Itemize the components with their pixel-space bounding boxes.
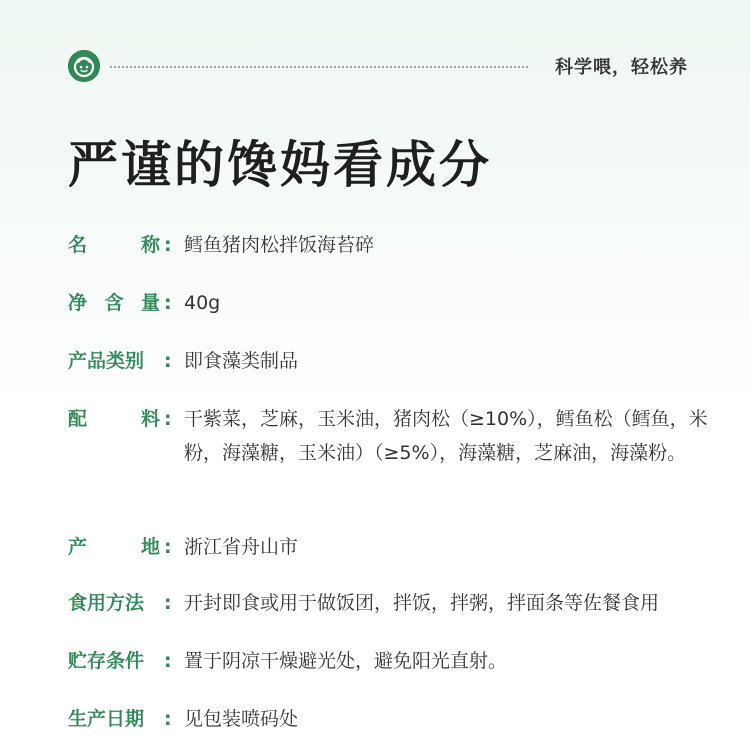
label-char: 称 [140, 234, 160, 256]
info-label-origin [68, 532, 160, 562]
label-colon: : [164, 536, 172, 558]
info-value-name: 鳕鱼猪肉松拌饭海苔碎 [184, 234, 375, 256]
label-char: 名 [68, 234, 88, 256]
label-char: 含 [104, 292, 124, 314]
label-colon: : [164, 650, 172, 672]
info-value-production-date: 见包装喷码处 [184, 708, 299, 730]
page-title: 严谨的馋妈看成分 [68, 136, 492, 194]
label-char: 净 [68, 292, 88, 314]
label-colon: : [164, 234, 172, 256]
info-label-storage: 贮存条件 [68, 650, 145, 672]
info-label-production-date: 生产日期 [68, 708, 145, 730]
top-bar [68, 48, 688, 84]
label-colon: : [164, 350, 172, 372]
brand-logo-icon [68, 50, 100, 82]
info-label-ingredients [68, 404, 160, 434]
info-label-net-content [68, 288, 160, 318]
dotted-divider [110, 66, 528, 68]
label-colon: : [164, 408, 172, 430]
info-label-category: 产品类别 [68, 350, 145, 372]
info-value-origin: 浙江省舟山市 [184, 536, 299, 558]
label-colon: : [164, 592, 172, 614]
info-value-net-content: 40g [184, 292, 221, 314]
info-value-category: 即食藻类制品 [184, 350, 299, 372]
label-colon: : [164, 708, 172, 730]
info-value-storage: 置于阴凉干燥避光处，避免阳光直射。 [184, 650, 508, 672]
label-colon: : [164, 292, 172, 314]
slogan: 科学喂，轻松养 [555, 57, 688, 78]
label-char: 配 [68, 408, 88, 430]
info-value-usage: 开封即食或用于做饭团，拌饭，拌粥，拌面条等佐餐食用 [184, 592, 660, 614]
label-char: 料 [140, 408, 160, 430]
info-value-ingredients: 干紫菜，芝麻，玉米油，猪肉松（≥10%），鳕鱼松（鳕鱼，米粉，海藻糖，玉米油）（≥5%），海藻糖，芝麻油，海藻粉。 [184, 408, 708, 464]
label-char: 地 [140, 536, 160, 558]
label-char: 量 [140, 292, 160, 314]
label-char: 产 [68, 536, 88, 558]
info-label-name [68, 230, 160, 260]
info-label-usage: 食用方法 [68, 592, 145, 614]
